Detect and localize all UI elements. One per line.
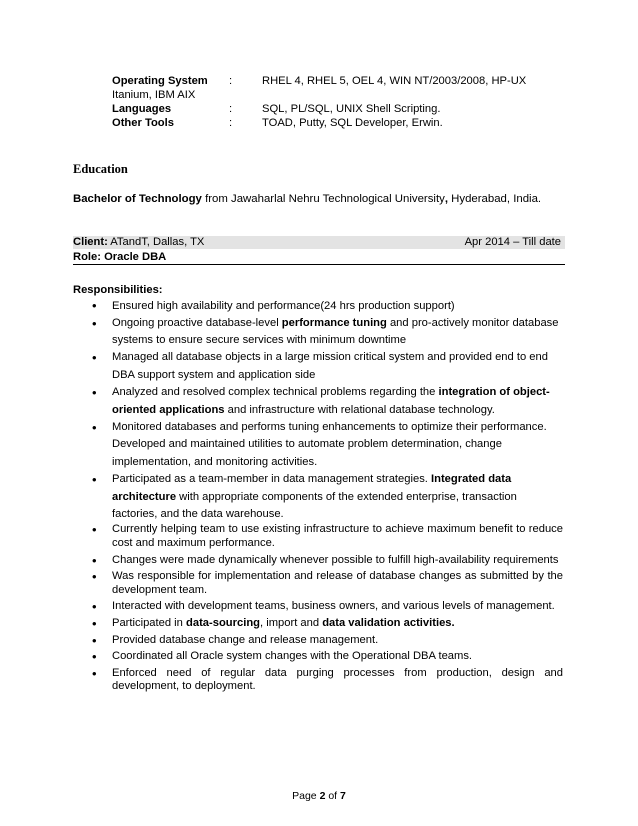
- list-item: • Analyzed and resolved complex technical problems regarding the integration of object-oriented applications and infrastructure with relational database technology.: [73, 384, 563, 419]
- skill-row-other-tools: [112, 116, 572, 130]
- skill-label: Other Tools: [112, 117, 174, 129]
- technical-skills: [112, 74, 572, 130]
- client-dates: Apr 2014 – Till date: [464, 236, 561, 248]
- client-role: Role: Oracle DBA: [73, 250, 565, 265]
- skill-row-languages: [112, 102, 572, 116]
- degree-university: from Jawaharlal Nehru Technological University: [201, 193, 445, 205]
- degree-title: Bachelor of Technology: [73, 193, 202, 205]
- education-heading: Education: [73, 162, 128, 176]
- list-item: • Enforced need of regular data purging processes from production, design and development, to deployment.: [73, 667, 563, 694]
- education-degree: [73, 193, 541, 205]
- list-item: • Monitored databases and performs tuning enhancements to optimize their performance. Developed and maintained utilities to automate problem determination, change implementation, and monitoring activities.: [73, 419, 563, 471]
- client-name: [73, 236, 204, 249]
- list-item: • Interacted with development teams, business owners, and various levels of management.: [73, 600, 563, 614]
- list-item: • Ongoing proactive database-level performance tuning and pro-actively monitor database systems to ensure secure services with minimum downtime: [73, 315, 563, 350]
- skill-colon: :: [229, 117, 233, 129]
- skill-label: Operating System: [112, 75, 208, 87]
- client-label: Client:: [73, 236, 108, 248]
- list-item: • Currently helping team to use existing infrastructure to achieve maximum benefit to reduce cost and maximum performance.: [73, 523, 563, 550]
- skill-row-operating-system: [112, 74, 572, 88]
- skill-value: TOAD, Putty, SQL Developer, Erwin.: [262, 117, 443, 129]
- skill-value: RHEL 4, RHEL 5, OEL 4, WIN NT/2003/2008, HP-UX: [262, 75, 527, 87]
- degree-location: Hyderabad, India.: [447, 193, 542, 205]
- degree-comma: ,: [444, 193, 448, 205]
- skill-continuation: Itanium, IBM AIX: [112, 89, 196, 101]
- list-item: • Coordinated all Oracle system changes with the Operational DBA teams.: [73, 650, 563, 664]
- list-item: • Ensured high availability and performance(24 hrs production support): [73, 298, 563, 315]
- skill-label: Languages: [112, 103, 172, 115]
- list-item: • Participated as a team-member in data management strategies. Integrated data architecture with appropriate components of the extended enterprise, transaction factories, and the data warehouse.: [73, 471, 563, 523]
- page-number: Page 2 of 7: [292, 790, 346, 802]
- skill-value: SQL, PL/SQL, UNIX Shell Scripting.: [262, 103, 441, 115]
- list-item: • Was responsible for implementation and release of database changes as submitted by the development team.: [73, 570, 563, 597]
- skill-colon: :: [229, 75, 233, 87]
- responsibilities-heading: Responsibilities:: [73, 284, 163, 296]
- client-bar: [73, 236, 565, 249]
- skill-colon: :: [229, 103, 233, 115]
- list-item: • Changes were made dynamically whenever possible to fulfill high-availability requirements: [73, 554, 563, 568]
- client-value: ATandT, Dallas, TX: [107, 236, 205, 248]
- list-item: • Participated in data-sourcing, import and data validation activities.: [73, 617, 563, 631]
- list-item: • Provided database change and release management.: [73, 634, 563, 648]
- list-item: • Managed all database objects in a large mission critical system and provided end to end DBA support system and application side: [73, 349, 563, 384]
- responsibilities-list: [73, 298, 563, 697]
